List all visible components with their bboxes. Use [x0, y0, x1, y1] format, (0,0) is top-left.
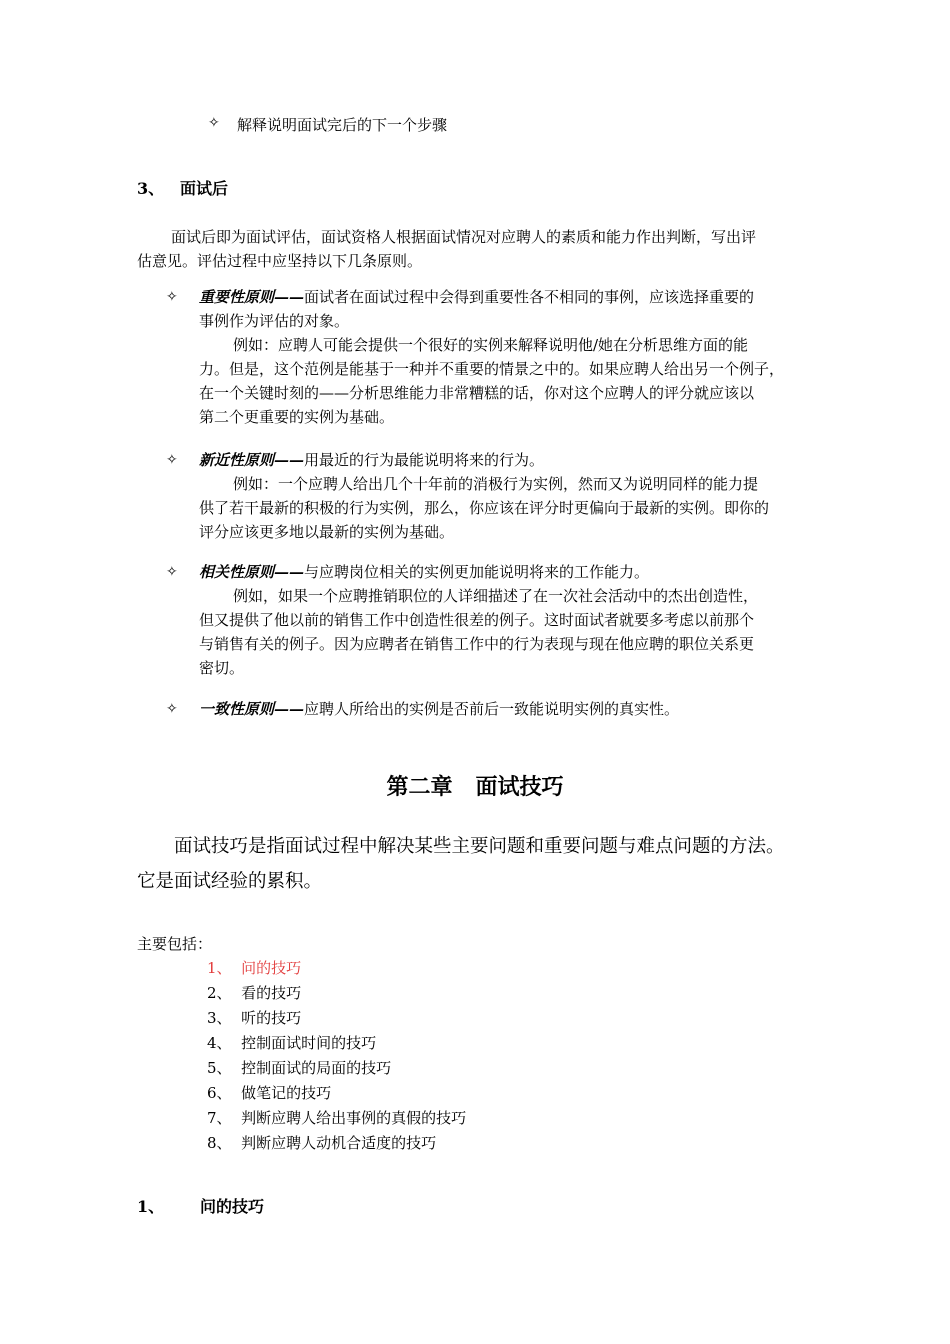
technique-item: [207, 982, 301, 1003]
technique-number: 8、: [207, 1134, 232, 1152]
technique-text: 控制面试时间的技巧: [241, 1034, 377, 1052]
chapter-intro-line: 它是面试经验的累积。: [137, 871, 323, 892]
technique-item: [207, 1057, 391, 1078]
intro-paragraph: [137, 225, 827, 273]
technique-item: [207, 957, 301, 978]
principle-text: 应聘人所给出的实例是否前后一致能说明实例的真实性。: [304, 700, 680, 718]
principle-importance: [199, 285, 829, 429]
technique-item: [207, 1007, 301, 1028]
technique-number: 5、: [207, 1059, 232, 1077]
chapter-intro: [137, 829, 817, 899]
example-line: 在一个关键时刻的——分析思维能力非常糟糕的话，你对这个应聘人的评分就应该以: [199, 384, 755, 402]
technique-number: 6、: [207, 1084, 232, 1102]
diamond-bullet-icon: ✧: [166, 289, 178, 305]
chapter-title: 第二章 面试技巧: [386, 774, 564, 800]
intro-line: 估意见。评估过程中应坚持以下几条原则。: [137, 252, 423, 270]
diamond-bullet-icon: ✧: [166, 701, 178, 717]
technique-text: 看的技巧: [241, 984, 302, 1002]
principle-label: 一致性原则——: [199, 700, 305, 718]
principle-recency: [199, 448, 829, 544]
principle-text: 事例作为评估的对象。: [199, 312, 350, 330]
technique-number: 4、: [207, 1034, 232, 1052]
example-line: 例如：一个应聘人给出几个十年前的消极行为实例，然而又为说明同样的能力提: [233, 475, 759, 493]
principle-text: 面试者在面试过程中会得到重要性各不相同的事例，应该选择重要的: [304, 288, 755, 306]
example-line: 例如：应聘人可能会提供一个很好的实例来解释说明他/她在分析思维方面的能: [233, 336, 749, 354]
section-title: 面试后: [180, 179, 229, 198]
example-line: 密切。: [199, 659, 245, 677]
technique-number: 2、: [207, 984, 232, 1002]
diamond-bullet-icon: ✧: [208, 115, 220, 131]
example-line: 评分应该更多地以最新的实例为基础。: [199, 523, 455, 541]
principle-label: 相关性原则——: [199, 563, 305, 581]
principle-relevance: [199, 560, 829, 680]
diamond-bullet-icon: ✧: [166, 564, 178, 580]
technique-text: 判断应聘人动机合适度的技巧: [241, 1134, 437, 1152]
technique-text: 做笔记的技巧: [241, 1084, 332, 1102]
technique-item: [207, 1082, 331, 1103]
example-line: 与销售有关的例子。因为应聘者在销售工作中的行为表现与现在他应聘的职位关系更: [199, 635, 755, 653]
principle-text: 与应聘岗位相关的实例更加能说明将来的工作能力。: [304, 563, 650, 581]
section-title: 问的技巧: [200, 1197, 265, 1216]
technique-item: [207, 1107, 466, 1128]
technique-number: 1、: [207, 959, 232, 977]
main-includes-label: 主要包括：: [137, 935, 213, 953]
principle-label: 新近性原则——: [199, 451, 305, 469]
principle-consistency: [199, 697, 829, 721]
principle-text: 用最近的行为最能说明将来的行为。: [304, 451, 545, 469]
section-number: 3、: [137, 179, 165, 198]
technique-text: 判断应聘人给出事例的真假的技巧: [241, 1109, 467, 1127]
technique-text: 听的技巧: [241, 1009, 302, 1027]
example-line: 供了若干最新的积极的行为实例，那么，你应该在评分时更偏向于最新的实例。即你的: [199, 499, 770, 517]
technique-number: 3、: [207, 1009, 232, 1027]
section-number: 1、: [137, 1197, 165, 1216]
technique-item: [207, 1132, 436, 1153]
technique-item: [207, 1032, 376, 1053]
technique-number: 7、: [207, 1109, 232, 1127]
technique-text: 控制面试的局面的技巧: [241, 1059, 392, 1077]
bullet-text: 解释说明面试完后的下一个步骤: [237, 116, 448, 134]
example-line: 但又提供了他以前的销售工作中创造性很差的例子。这时面试者就要多考虑以前那个: [199, 611, 755, 629]
example-line: 力。但是，这个范例是能基于一种并不重要的情景之中的。如果应聘人给出另一个例子，: [199, 360, 785, 378]
intro-line: 面试后即为面试评估，面试资格人根据面试情况对应聘人的素质和能力作出判断，写出评: [171, 228, 757, 246]
chapter-intro-line: 面试技巧是指面试过程中解决某些主要问题和重要问题与难点问题的方法。: [174, 836, 785, 857]
example-line: 第二个更重要的实例为基础。: [199, 408, 395, 426]
principle-label: 重要性原则——: [199, 288, 305, 306]
technique-text: 问的技巧: [241, 959, 302, 977]
diamond-bullet-icon: ✧: [166, 452, 178, 468]
example-line: 例如，如果一个应聘推销职位的人详细描述了在一次社会活动中的杰出创造性，: [233, 587, 759, 605]
